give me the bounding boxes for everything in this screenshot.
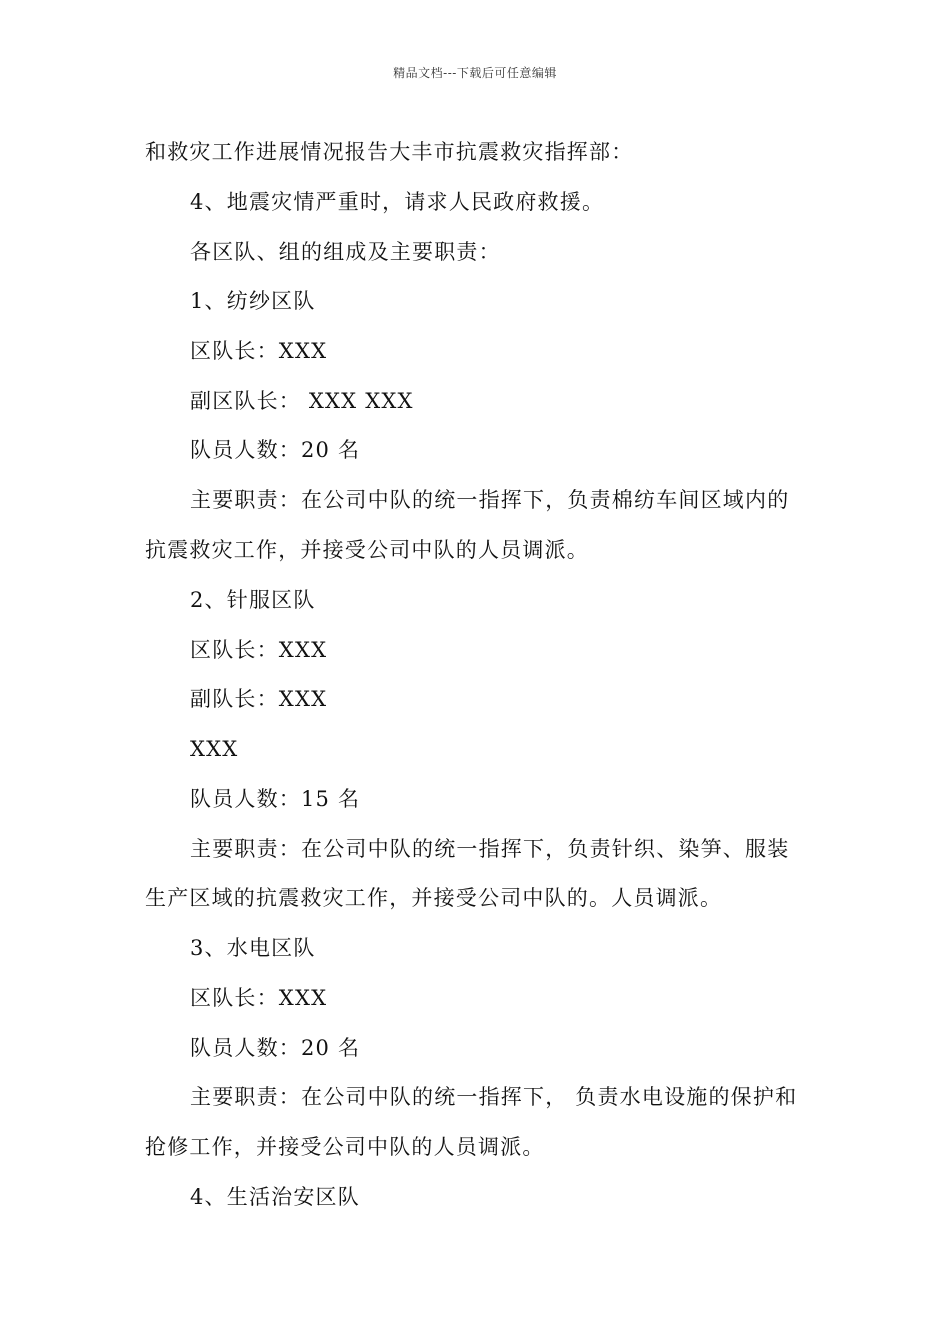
paragraph-line: 生产区域的抗震救灾工作，并接受公司中队的。人员调派。 — [145, 886, 723, 910]
paragraph-line: 各区队、组的组成及主要职责： — [190, 240, 501, 264]
paragraph-line: 区队长：XXX — [190, 339, 328, 363]
paragraph-line: 抢修工作，并接受公司中队的人员调派。 — [145, 1135, 545, 1159]
paragraph-line: 区队长：XXX — [190, 986, 328, 1010]
section-heading: 2、针服区队 — [190, 588, 316, 612]
page-header: 精品文档---下载后可任意编辑 — [393, 66, 557, 80]
paragraph-line: 队员人数：20 名 — [190, 438, 361, 462]
paragraph-line: 主要职责：在公司中队的统一指挥下，负责棉纺车间区域内的 — [190, 488, 790, 512]
section-heading: 1、纺纱区队 — [190, 289, 316, 313]
paragraph-line: 和救灾工作进展情况报告大丰市抗震救灾指挥部： — [145, 140, 634, 164]
section-heading: 3、水电区队 — [190, 936, 316, 960]
paragraph-line: 区队长：XXX — [190, 638, 328, 662]
paragraph-line: 副区队长： XXX XXX — [190, 389, 414, 413]
paragraph-line: 副队长：XXX — [190, 687, 328, 711]
paragraph-line: 主要职责：在公司中队的统一指挥下， 负责水电设施的保护和 — [190, 1085, 798, 1109]
paragraph-line: 主要职责：在公司中队的统一指挥下，负责针织、染笋、服装 — [190, 837, 790, 861]
paragraph-line: 队员人数：15 名 — [190, 787, 361, 811]
paragraph-line: 抗震救灾工作，并接受公司中队的人员调派。 — [145, 538, 589, 562]
paragraph-line: 队员人数：20 名 — [190, 1036, 361, 1060]
section-heading: 4、生活治安区队 — [190, 1185, 360, 1209]
paragraph-line: XXX — [190, 737, 239, 761]
paragraph-line: 4、地震灾情严重时，请求人民政府救援。 — [190, 190, 605, 214]
